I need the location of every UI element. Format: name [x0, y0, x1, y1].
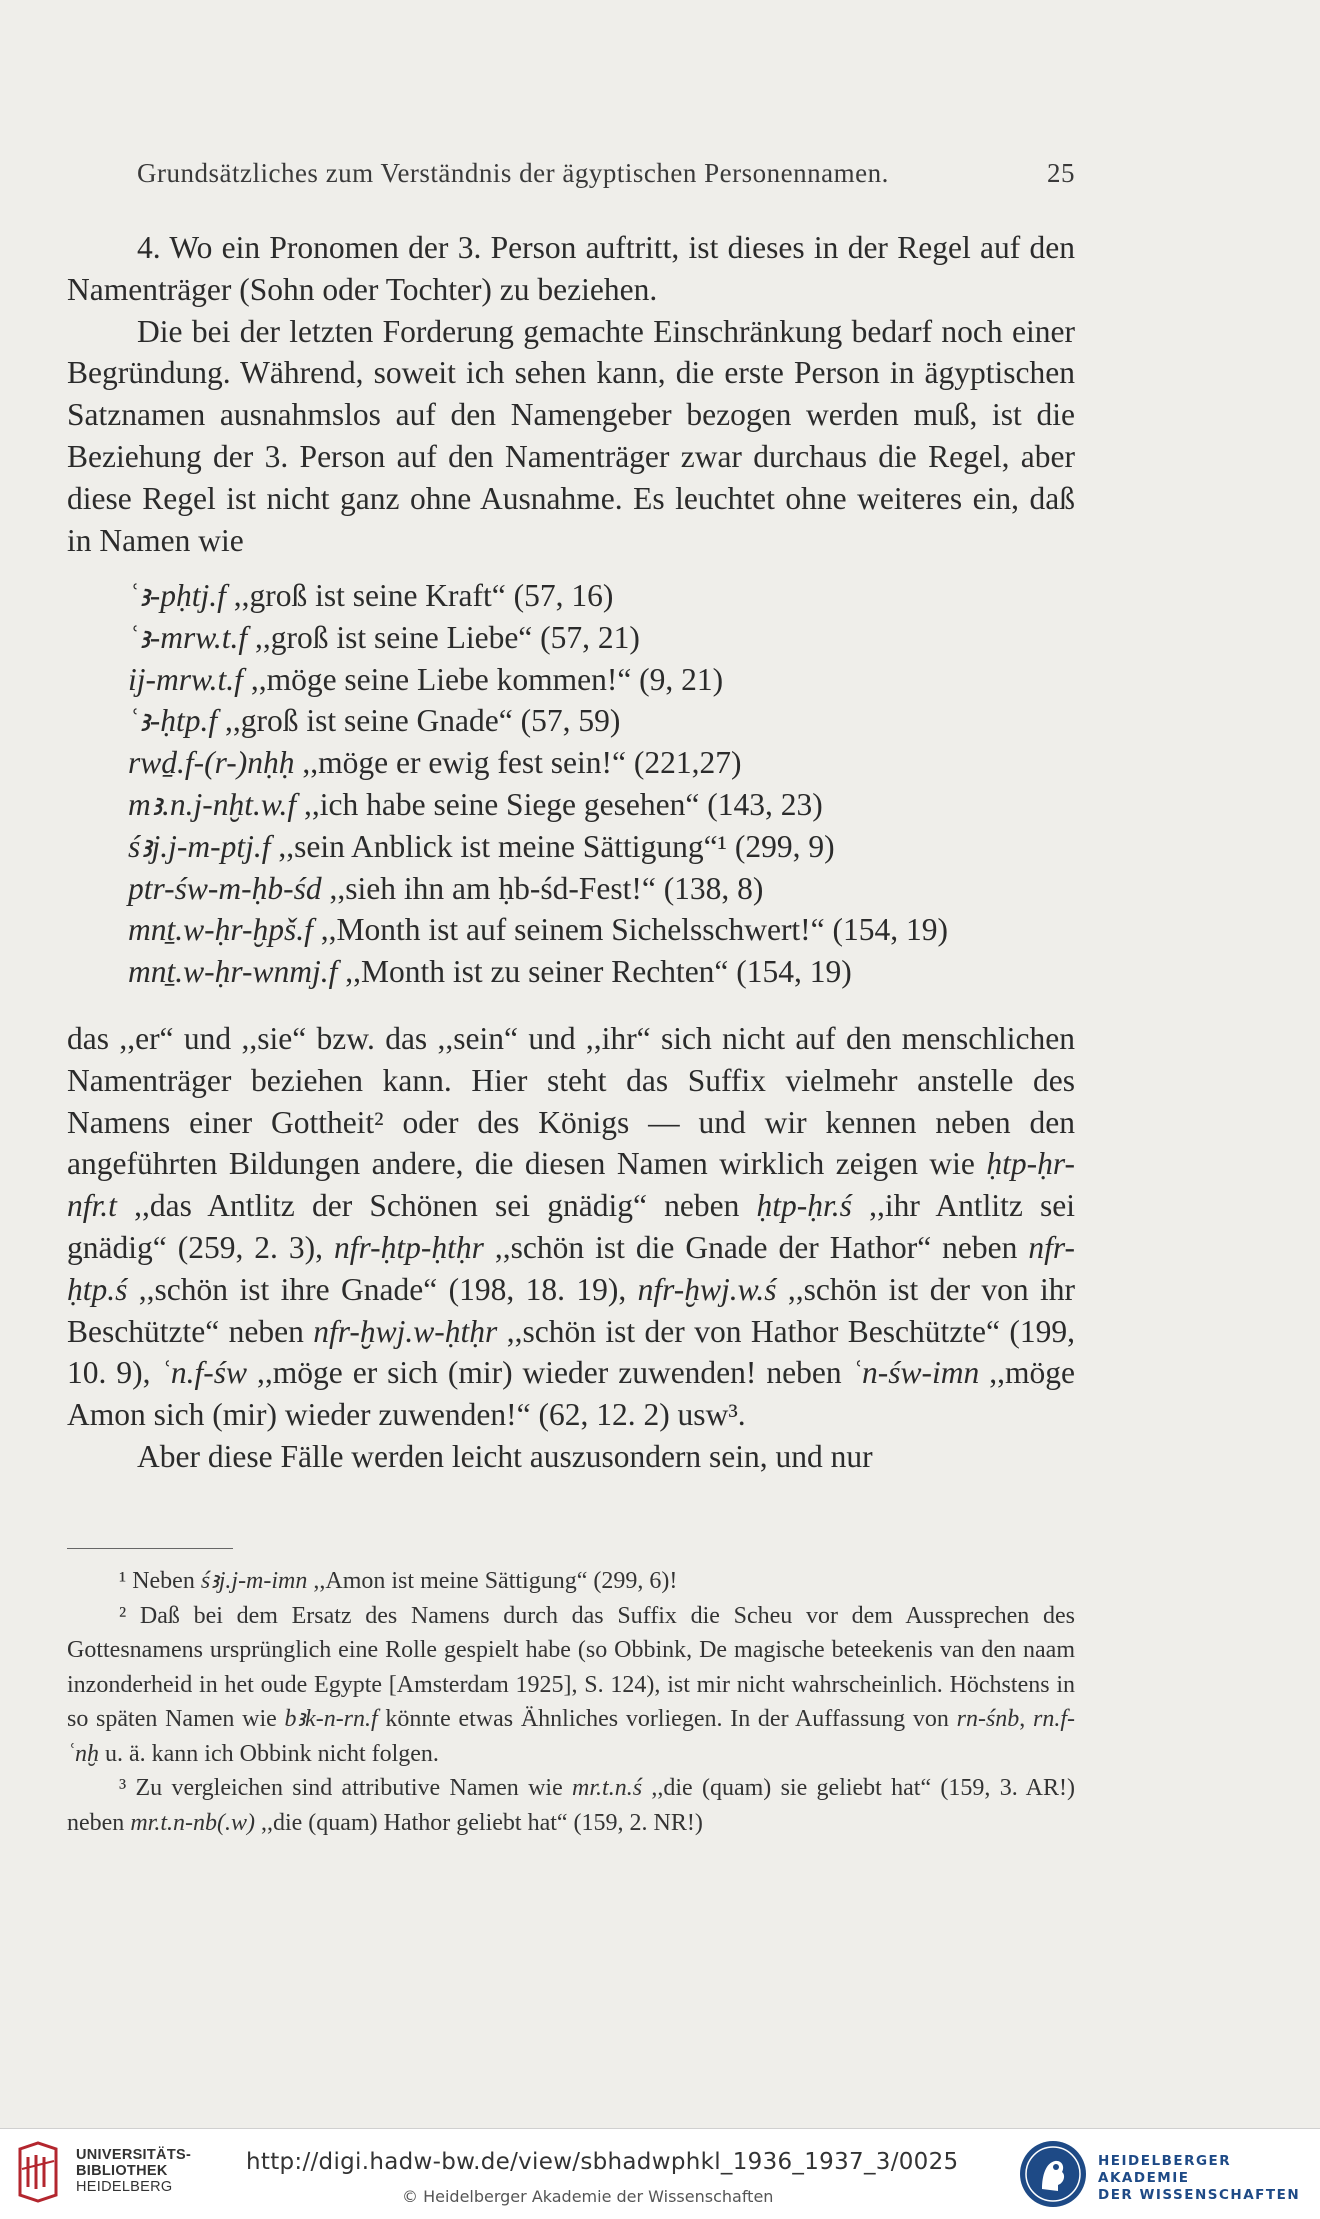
- example-transliteration: ʿꜣ-mrw.t.f: [128, 619, 248, 655]
- example-gloss: ,,groß ist seine Kraft“ (57, 16): [225, 578, 614, 613]
- text-run: das ,,er“ und ,,sie“ bzw. das ,,sein“ und ,,ihr“ sich nicht auf den menschlichen Namenträger beziehen kann. Hier steht das Suffix vielmehr anstelle des Namens einer Gottheit² oder des Königs — und wir kennen neben den angeführten Bildungen andere, die diesen Namen wirklich zeigen wie: [67, 1021, 1075, 1182]
- transliteration: ʿn.f-św: [160, 1355, 248, 1391]
- intro-text: [67, 227, 1075, 561]
- transliteration: nfr-ḥtp-ḥtḥr: [334, 1229, 484, 1265]
- example-transliteration: ʿꜣ-ḥtp.f: [128, 703, 218, 739]
- example-item: [128, 826, 1088, 868]
- footnote-3: [67, 1771, 1075, 1840]
- transliteration: rn-śnb: [956, 1706, 1020, 1732]
- transliteration: bꜣk-n-rn.f: [284, 1706, 378, 1732]
- transliteration: ʿn-św-imn: [851, 1355, 980, 1391]
- text-run: ,,Amon ist meine Sättigung“ (299, 6)!: [307, 1568, 678, 1594]
- example-item: [128, 784, 1088, 826]
- university-library-name: [76, 2147, 191, 2195]
- transliteration: mr.t.n.ś: [572, 1775, 643, 1801]
- paragraph-suffix-explanation: [67, 1018, 1075, 1436]
- permalink-url[interactable]: http://digi.hadw-bw.de/view/sbhadwphkl_1936_1937_3/0025: [246, 2149, 959, 2175]
- text-run: u. ä. kann ich Obbink nicht folgen.: [99, 1740, 439, 1767]
- text-run: ¹ Neben: [119, 1568, 201, 1594]
- example-transliteration: mnṯ.w-ḥr-ḫpš.f: [128, 912, 313, 948]
- example-item: [128, 700, 1088, 742]
- example-gloss: ,,möge seine Liebe kommen!“ (9, 21): [242, 661, 724, 697]
- library-line: BIBLIOTHEK: [76, 2163, 168, 2179]
- text-run: ,,schön ist die Gnade der Hathor“ neben: [483, 1229, 1029, 1265]
- transliteration: mr.t.n-nb(.w): [130, 1809, 255, 1836]
- footnote-separator: [67, 1548, 233, 1549]
- paragraph-rule-4: 4. Wo ein Pronomen der 3. Person auftritt, ist dieses in der Regel auf den Namenträger (Sohn oder Tochter) zu beziehen.: [67, 230, 1075, 307]
- copyright-notice: © Heidelberger Akademie der Wissenschaften: [402, 2187, 774, 2206]
- example-transliteration: mꜣ.n.j-nḫt.w.f: [128, 786, 297, 822]
- example-transliteration: ʿꜣ-pḥtj.f: [128, 578, 226, 613]
- running-header: [137, 158, 1075, 189]
- footnotes: [67, 1564, 1075, 1840]
- text-run: ,,schön ist der von ihr Beschützte“ neben: [67, 1271, 1075, 1349]
- example-gloss: ,,sieh ihn am ḥb-śd-Fest!“ (138, 8): [321, 870, 764, 906]
- example-transliteration: śꜣj.j-m-ptj.f: [128, 828, 271, 864]
- text-run: ,: [1019, 1706, 1034, 1732]
- university-library-logo-icon: [14, 2141, 62, 2203]
- running-title: Grundsätzliches zum Verständnis der ägyptischen Personennamen.: [137, 158, 889, 188]
- transliteration: rn.f-ʿnḫ: [67, 1706, 1076, 1767]
- text-run: ,,die (quam) Hathor geliebt hat“ (159, 2. NR!): [254, 1809, 703, 1836]
- library-line: HEIDELBERG: [76, 2179, 173, 2195]
- academy-seal-icon: [1018, 2139, 1088, 2209]
- transliteration: ḥtp-ḥr-nfr.t: [67, 1146, 1075, 1224]
- example-gloss: ,,Month ist zu seiner Rechten“ (154, 19): [337, 954, 852, 990]
- text-run: ,,das Antlitz der Schönen sei gnädig“ neben: [116, 1188, 757, 1224]
- text-run: ,,schön ist der von Hathor Beschützte“ (199, 10. 9),: [67, 1313, 1075, 1391]
- text-run: ,,die (quam) sie geliebt hat“ (159, 3. AR!) neben: [67, 1775, 1076, 1836]
- academy-name: [1098, 2153, 1320, 2204]
- example-gloss: ,,groß ist seine Liebe“ (57, 21): [247, 619, 640, 655]
- text-run: ,,schön ist ihre Gnade“ (198, 18. 19),: [127, 1271, 638, 1307]
- academy-line: DER WISSENSCHAFTEN: [1098, 2187, 1301, 2203]
- text-run: könnte etwas Ähnliches vorliegen. In der Auffassung von: [377, 1706, 957, 1732]
- example-item: [128, 951, 1088, 993]
- example-gloss: ,,Month ist auf seinem Sichelsschwert!“ (154, 19): [312, 912, 949, 948]
- example-item: [128, 617, 1088, 659]
- paragraph-justification: Die bei der letzten Forderung gemachte Einschränkung bedarf noch einer Begründung. Während, soweit ich sehen kann, die erste Person in ägyptischen Satznamen ausnahmslos auf den Namengeber bezogen werden muß, ist die Beziehung der 3. Person auf den Namenträger zwar durchaus die Regel, aber diese Regel ist nicht ganz ohne Ausnahme. Es leuchtet ohne weiteres ein, daß in Namen wie: [67, 313, 1075, 558]
- example-gloss: ,,groß ist seine Gnade“ (57, 59): [217, 703, 621, 739]
- transliteration: nfr-ḥtp.ś: [67, 1229, 1075, 1307]
- digitization-footer: [0, 2128, 1320, 2219]
- transliteration: śꜣj.j-m-imn: [200, 1568, 308, 1594]
- academy-line: HEIDELBERGER AKADEMIE: [1098, 2153, 1232, 2186]
- name-examples-list: [128, 575, 1088, 993]
- example-item: [128, 868, 1088, 910]
- transliteration: nfr-ḫwj.w.ś: [637, 1271, 777, 1307]
- example-item: [128, 659, 1088, 701]
- text-run: ,,möge er sich (mir) wieder zuwenden! neben: [247, 1355, 852, 1391]
- footnote-2: [67, 1599, 1075, 1772]
- example-transliteration: rwḏ.f-(r-)nḥḥ: [128, 745, 295, 781]
- example-item: [128, 742, 1088, 784]
- example-transliteration: ij-mrw.t.f: [128, 661, 243, 697]
- footnote-1: [67, 1564, 1075, 1599]
- example-gloss: ,,sein Anblick ist meine Sättigung“¹ (299, 9): [270, 828, 835, 864]
- transliteration: nfr-ḫwj.w-ḥtḥr: [313, 1313, 498, 1349]
- library-line: UNIVERSITÄTS-: [76, 2147, 192, 2163]
- page-number: 25: [1047, 158, 1075, 188]
- example-item: [128, 575, 1088, 617]
- main-text-continued: [67, 1018, 1075, 1478]
- text-run: ³ Zu vergleichen sind attributive Namen wie: [119, 1775, 573, 1801]
- text-run: ,,ihr Antlitz sei gnädig“ (259, 2. 3),: [67, 1188, 1076, 1265]
- example-gloss: ,,möge er ewig fest sein!“ (221,27): [294, 745, 742, 781]
- example-gloss: ,,ich habe seine Siege gesehen“ (143, 23): [296, 786, 823, 822]
- example-item: [128, 909, 1088, 951]
- transliteration: ḥtp-ḥr.ś: [756, 1188, 852, 1224]
- example-transliteration: mnṯ.w-ḥr-wnmj.f: [128, 954, 338, 990]
- text-run: ² Daß bei dem Ersatz des Namens durch das Suffix die Scheu vor dem Aussprechen des Gottesnamens ursprünglich eine Rolle gespielt habe (so Obbink, De magische beteekenis van den naam inzonderheid in het oude Egypte [Amsterdam 1925], S. 124), ist mir nicht wahrscheinlich. Höchstens in so späten Namen wie: [67, 1602, 1075, 1732]
- paragraph-closing: Aber diese Fälle werden leicht auszusondern sein, und nur: [137, 1438, 873, 1474]
- example-transliteration: ptr-św-m-ḥb-śd: [128, 870, 322, 906]
- text-run: ,,möge Amon sich (mir) wieder zuwenden!“ (62, 12. 2) usw³.: [67, 1355, 1075, 1433]
